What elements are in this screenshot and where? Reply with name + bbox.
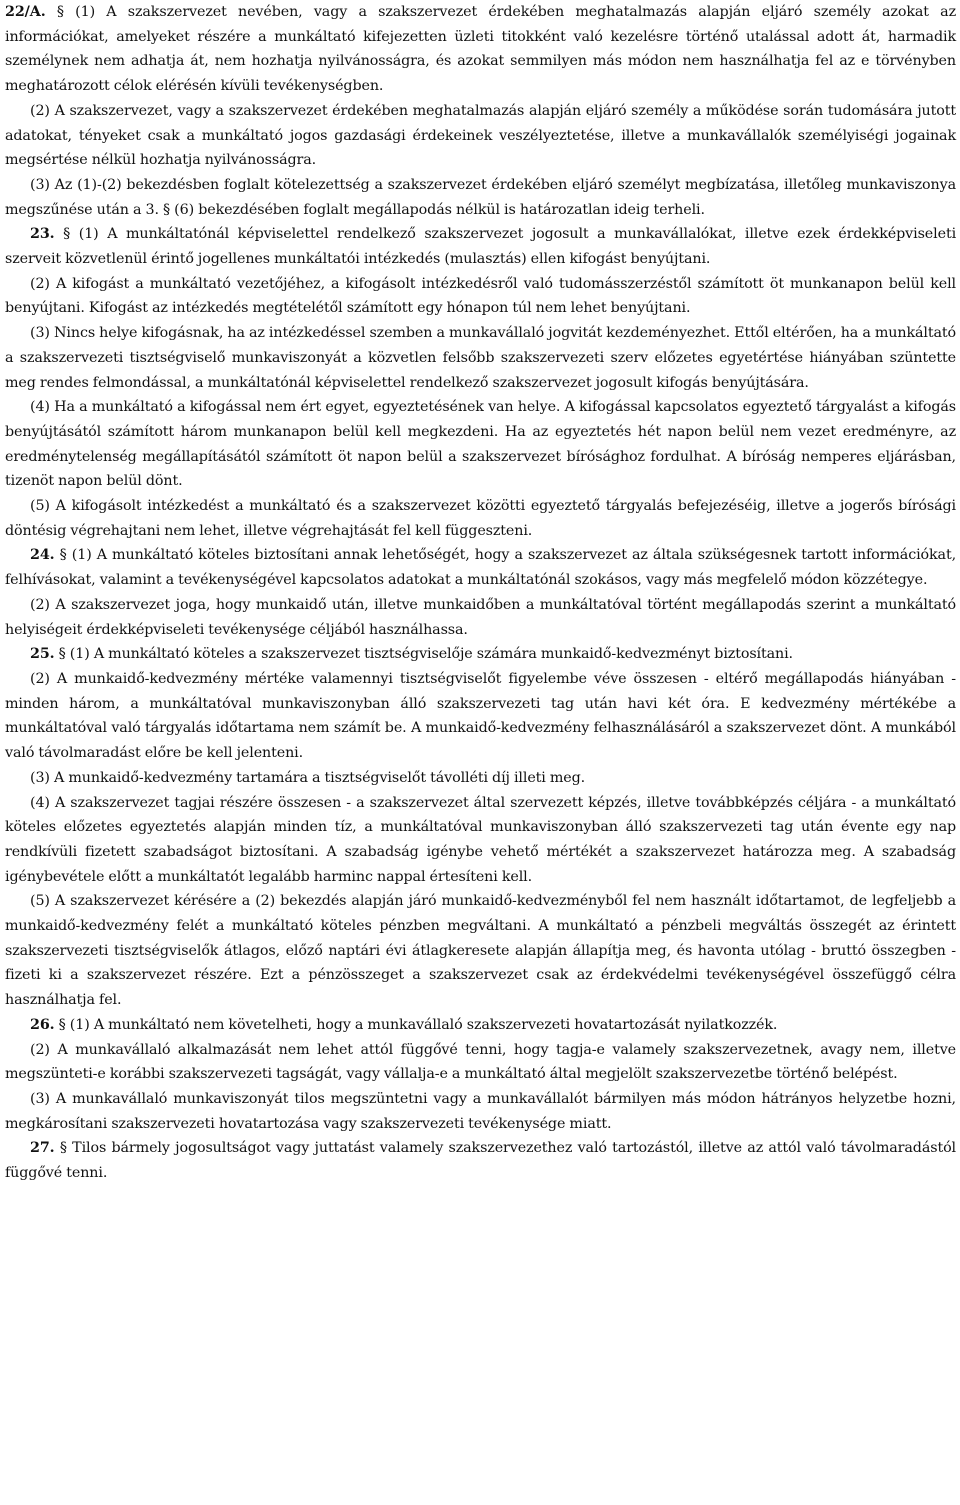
section-25-paragraph-3 [5,766,956,791]
section-22a-paragraph-2 [5,99,956,173]
section-number: 27. [30,1140,55,1157]
section-23-paragraph-5 [5,494,956,543]
paragraph-text: (2) A szakszervezet, vagy a szakszervezet érdekében meghatalmazás alapján eljáró személy a működése során tudomására jutott adatokat, tényeket csak a munkáltató jogos gazdasági érdekeinek veszélyeztetése, illetve a munkavállalók személyiségi jogainak megsértése nélkül hozhatja nyilvánosságra. [5,102,956,169]
section-number: 26. [30,1016,55,1033]
section-23-paragraph-1 [5,222,956,271]
paragraph-text: (1) A munkáltató köteles biztosítani annak lehetőségét, hogy a szakszervezet az általa szükségesnek tartott információkat, felhívásokat, valamint a tevékenységével kapcsolatos adatokat a munkáltatónál szokásos, vagy más megfelelő módon közzétegye. [5,547,957,589]
section-24-paragraph-1 [5,543,956,592]
section-24-paragraph-2 [5,593,956,642]
paragraph-text: (4) Ha a munkáltató a kifogással nem ért egyet, egyeztetésének van helye. A kifogással kapcsolatos egyeztető tárgyalást a kifogás benyújtásától számított három munkanapon belül kell megkezdeni. Ha az egyeztetés hét napon belül nem vezet eredményre, az eredménytelenség megállapításától számított öt napon belül a szakszervezet bírósághoz fordulhat. A bíróság nemperes eljárásban, tizenöt napon belül dönt. [5,399,956,490]
paragraph-text: (2) A szakszervezet joga, hogy munkaidő után, illetve munkaidőben a munkáltatóval történt megállapodás szerint a munkáltató helyiségeit érdekképviseleti tevékenysége céljából használhassa. [5,596,956,638]
paragraph-text: (2) A kifogást a munkáltató vezetőjéhez, a kifogásolt intézkedésről való tudomásszerzéstől számított öt munkanapon belül kell benyújtani. Kifogást az intézkedés megtételétől számított egy hónapon túl nem lehet benyújtani. [5,275,956,317]
paragraph-text: (2) A munkaidő-kedvezmény mértéke valamennyi tisztségviselőt figyelembe véve összesen - eltérő megállapodás hiányában - minden három, a munkáltatóval munkaviszonyban álló szakszervezeti tag után havi két óra. E kedvezmény mértékébe a munkáltatóval való tárgyalás időtartama nem számít be. A munkaidő-kedvezmény felhasználásáról a szakszervezet dönt. A munkából való távolmaradást előre be kell jelenteni. [5,670,956,762]
section-sign: § [59,547,67,564]
section-sign: § [58,1016,66,1033]
section-23-paragraph-4 [5,395,956,494]
section-22a-paragraph-1 [5,0,956,99]
section-22a-paragraph-3 [5,173,956,222]
section-26-paragraph-3 [5,1087,956,1136]
paragraph-text: (3) A munkavállaló munkaviszonyát tilos megszüntetni vagy a munkavállalót bármilyen más módon hátrányos helyzetbe hozni, megkárosítani szakszervezeti hovatartozása vagy szakszervezeti tevékenysége miatt. [5,1090,956,1132]
section-26-paragraph-2 [5,1038,956,1087]
section-26-paragraph-1 [5,1013,956,1038]
section-sign: § [59,1140,67,1157]
paragraph-text: (3) A munkaidő-kedvezmény tartamára a tisztségviselőt távolléti díj illeti meg. [30,769,586,786]
paragraph-text: (4) A szakszervezet tagjai részére összesen - a szakszervezet által szervezett képzés, illetve továbbképzés céljára - a munkáltató köteles előzetes egyeztetés alapján minden tíz, a munkáltatóval munkaviszonyban álló szakszervezeti tag után évente egy nap rendkívüli fizetett szabadságot biztosítani. A szabadság igénybe vehető mértékét a szakszervezet határozza meg. A szabadság igénybevétele előtt a munkáltatót legalább harminc nappal értesíteni kell. [5,794,956,885]
section-23-paragraph-3 [5,321,956,395]
section-sign: § [63,226,71,243]
section-sign: § [56,4,64,20]
paragraph-text: (2) A munkavállaló alkalmazását nem lehet attól függővé tenni, hogy tagja-e valamely szakszervezetnek, avagy nem, illetve megszünteti-e korábbi szakszervezeti tagságát, vagy vállalja-e a munkáltató által megjelölt szakszervezetbe történő belépést. [5,1041,956,1083]
section-23-paragraph-2 [5,272,956,321]
section-25-paragraph-2 [5,667,956,766]
paragraph-text: (5) A szakszervezet kérésére a (2) bekezdés alapján járó munkaidő-kedvezményből fel nem használt időtartamot, de legfeljebb a munkaidő-kedvezmény felét a munkáltató köteles pénzben megváltani. A munkáltató a pénzbeli megváltás összegét az érintett szakszervezeti tisztségviselők átlagos, előző naptári évi átlagkeresete alapján állapítja meg, és havonta utólag - bruttó összegben - fizeti ki a szakszervezet részére. Ezt a pénzösszeget a szakszervezet csak az érdekvédelmi tevékenységével összefüggő célra használhatja fel. [5,893,956,1009]
paragraph-text: (3) Nincs helye kifogásnak, ha az intézkedéssel szemben a munkavállaló jogvitát kezdeményezhet. Ettől eltérően, ha a munkáltató a szakszervezeti tisztségviselő munkaviszonyát a közvetlen felsőbb szakszervezeti szerv előzetes egyetértése hiányában szüntette meg rendes felmondással, a munkáltatónál képviselettel rendelkező szakszervezet jogosult kifogás benyújtására. [5,325,957,391]
section-number: 22/A. [5,4,46,20]
paragraph-text: (1) A szakszervezet nevében, vagy a szakszervezet érdekében meghatalmazás alapján eljáró személy azokat az információkat, amelyeket részére a munkáltató kifejezetten üzleti titokként való kezelésre történő utalással adott át, harmadik személynek nem adhatja át, nem hozhatja nyilvánosságra, és azokat semmilyen más módon nem használhatja fel az e törvényben meghatározott célok elérésén kívüli tevékenységben. [5,4,956,95]
section-25-paragraph-4 [5,791,956,890]
section-number: 23. [30,226,55,243]
paragraph-text: Tilos bármely jogosultságot vagy juttatást valamely szakszervezethez való tartozástól, illetve az attól való távolmaradástól függővé tenni. [5,1140,957,1182]
section-25-paragraph-1 [5,642,956,667]
paragraph-text: (1) A munkáltató nem követelheti, hogy a munkavállaló szakszervezeti hovatartozását nyilatkozzék. [69,1016,778,1033]
section-27-paragraph-1 [5,1136,956,1185]
paragraph-text: (1) A munkáltató köteles a szakszervezet tisztségviselője számára munkaidő-kedvezményt biztosítani. [69,646,793,663]
paragraph-text: (1) A munkáltatónál képviselettel rendelkező szakszervezet jogosult a munkavállalókat, illetve ezek érdekképviseleti szerveit közvetlenül érintő jogellenes munkáltatói intézkedés (mulasztás) ellen kifogást benyújtani. [5,226,957,268]
section-number: 25. [30,646,55,663]
section-sign: § [58,646,66,663]
section-25-paragraph-5 [5,889,956,1013]
paragraph-text: (5) A kifogásolt intézkedést a munkáltató és a szakszervezet közötti egyeztető tárgyalás befejezéséig, illetve a jogerős bírósági döntésig végrehajtani nem lehet, illetve végrehajtását fel kell függeszteni. [5,498,956,539]
section-number: 24. [30,547,55,564]
paragraph-text: (3) Az (1)-(2) bekezdésben foglalt kötelezettség a szakszervezet érdekében eljáró személyt megbízatása, illetőleg munkaviszonya megszűnése után a 3. § (6) bekezdésében foglalt megállapodás nélkül is határozatlan ideig terheli. [5,176,956,218]
